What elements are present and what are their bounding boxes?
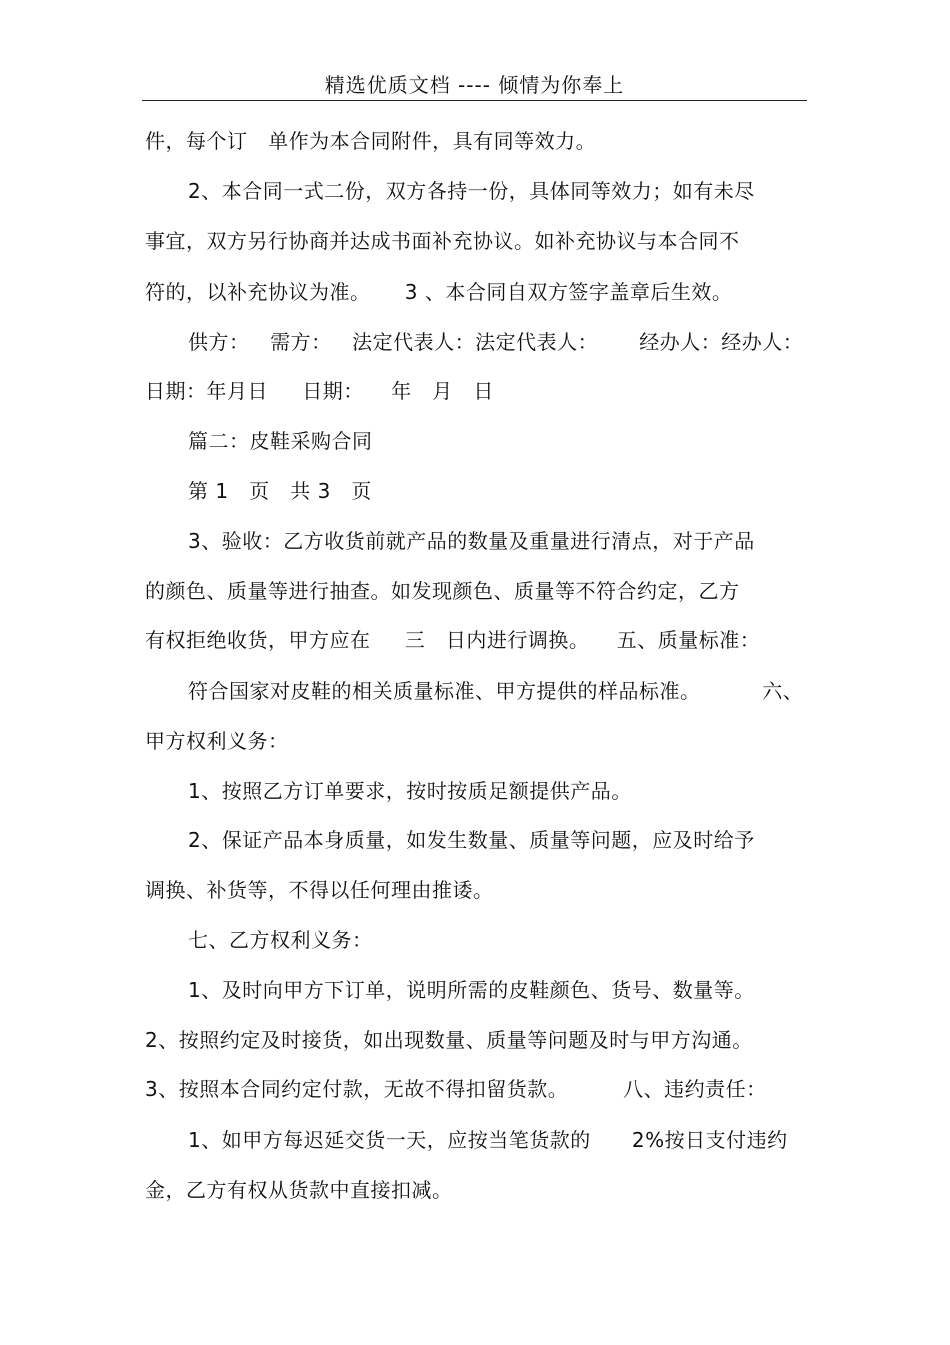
text-line: 有权拒绝收货，甲方应在 三 日内进行调换。 五、质量标准： bbox=[145, 628, 761, 652]
text-line: 第 1 页 共 3 页 bbox=[188, 479, 372, 503]
text-line: 符合国家对皮鞋的相关质量标准、甲方提供的样品标准。 六、 bbox=[188, 679, 804, 703]
text-line: 件，每个订 单作为本合同附件，具有同等效力。 bbox=[145, 129, 597, 153]
text-line: 事宜，双方另行协商并达成书面补充协议。如补充协议与本合同不 bbox=[145, 229, 740, 253]
text-line: 1、按照乙方订单要求，按时按质足额提供产品。 bbox=[188, 779, 632, 803]
text-line: 的颜色、质量等进行抽查。如发现颜色、质量等不符合约定，乙方 bbox=[145, 579, 740, 603]
text-line: 篇二：皮鞋采购合同 bbox=[188, 429, 373, 453]
text-line: 七、乙方权利义务： bbox=[188, 928, 373, 952]
text-line: 3、验收：乙方收货前就产品的数量及重量进行清点，对于产品 bbox=[188, 529, 755, 553]
text-line: 甲方权利义务： bbox=[145, 729, 289, 753]
page-header: 精选优质文档 ---- 倾情为你奉上 bbox=[142, 70, 807, 101]
text-line: 日期：年月日 日期： 年 月 日 bbox=[145, 379, 494, 403]
text-line: 2、本合同一式二份，双方各持一份，具体同等效力；如有未尽 bbox=[188, 179, 755, 203]
text-line: 调换、补货等，不得以任何理由推诿。 bbox=[145, 878, 494, 902]
text-line: 金，乙方有权从货款中直接扣减。 bbox=[145, 1178, 453, 1202]
text-line: 1、如甲方每迟延交货一天，应按当笔货款的 2%按日支付违约 bbox=[188, 1128, 788, 1152]
text-line: 2、保证产品本身质量，如发生数量、质量等问题，应及时给予 bbox=[188, 828, 755, 852]
text-line: 1、及时向甲方下订单，说明所需的皮鞋颜色、货号、数量等。 bbox=[188, 978, 755, 1002]
text-line: 3、按照本合同约定付款，无故不得扣留货款。 八、违约责任： bbox=[145, 1077, 767, 1101]
text-line: 符的，以补充协议为准。 3 、本合同自双方签字盖章后生效。 bbox=[145, 280, 733, 304]
text-line: 供方： 需方： 法定代表人：法定代表人： 经办人：经办人： bbox=[188, 330, 804, 354]
text-line: 2、按照约定及时接货，如出现数量、质量等问题及时与甲方沟通。 bbox=[145, 1028, 753, 1052]
